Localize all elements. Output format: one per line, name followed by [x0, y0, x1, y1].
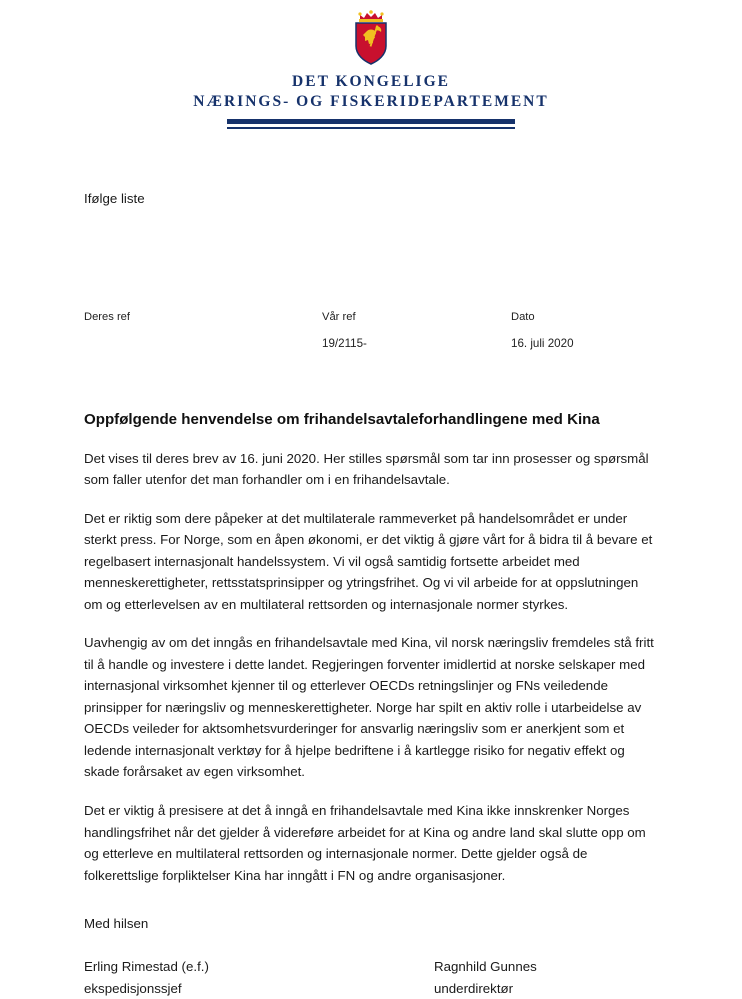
- signer-role: ekspedisjonssjef: [84, 980, 182, 996]
- reference-block: [84, 311, 658, 357]
- letter-content: [0, 189, 742, 996]
- their-ref-column: [84, 311, 130, 336]
- signature-right: [434, 956, 537, 999]
- paragraph: Det vises til deres brev av 16. juni 2020. Her stilles spørsmål som tar inn prosesser og spørsmål som faller utenfor det man forhandler om i en frihandelsavtale.: [84, 450, 649, 488]
- signature-left: [84, 956, 209, 999]
- letter-title: Oppfølgende henvendelse om frihandelsavtaleforhandlingene med Kina: [84, 411, 600, 429]
- our-ref-column: [322, 311, 367, 350]
- rule-thick: [227, 119, 515, 124]
- department-name: [193, 72, 548, 113]
- signer-role: underdirektør: [434, 980, 514, 996]
- recipient-line: Ifølge liste: [84, 190, 145, 206]
- coat-of-arms-icon: [340, 10, 402, 66]
- date-value: 16. juli 2020: [511, 336, 574, 350]
- rule-thin: [227, 127, 515, 129]
- signer-name: Ragnhild Gunnes: [434, 959, 537, 975]
- paragraph: Det er viktig å presisere at det å inngå en frihandelsavtale med Kina ikke innskrenker Norges handlingsfrihet når det gjelder å videreføre arbeidet for at Kina og andre land skal slutte opp om og etterleve en multilateral rettsorden og internasjonale normer. Dette gjelder også de folkerettslige forpliktelser Kina har inngått i FN og andre organisasjoner.: [84, 802, 646, 883]
- paragraph: Uavhengig av om det inngås en frihandelsavtale med Kina, vil norsk næringsliv fremdeles stå fritt til å handle og investere i dette landet. Regjeringen forventer imidlertid at norske selskaper med internasjonal virksomhet kjenner til og etterlever OECDs retningslinjer og FNs veiledende prinsipper for næringsliv og menneskerettigheter. Norge har spilt en aktiv rolle i utarbeidelse av OECDs veileder for aktsomhetsvurderinger for ansvarlig næringsliv som er anerkjent som et ledende internasjonalt verktøy for å hjelpe bedriftene i å kartlegge risiko for negativ effekt og skade forårsaket av egen virksomhet.: [84, 635, 654, 780]
- our-ref-label: Vår ref: [322, 311, 356, 324]
- department-line-1: DET KONGELIGE: [292, 73, 450, 90]
- paragraph: Det er riktig som dere påpeker at det multilaterale rammeverket på handelsområdet er under sterkt press. For Norge, som en åpen økonomi, er det viktig å gjøre vårt for å bidra til å bevare et regelbasert internasjonalt handelssystem. Vi vil også samtidig fortsette arbeidet med menneskerettigheter, rettsstatsprinsipper og ytringsfrihet. Og vi vil arbeide for at oppslutningen om og etterlevelsen av en multilateral rettsorden og internasjonale normer styrkes.: [84, 510, 653, 612]
- date-column: [511, 311, 574, 350]
- letterhead-rules: [227, 119, 515, 129]
- date-label: Dato: [511, 311, 535, 324]
- department-line-2: NÆRINGS- OG FISKERIDEPARTEMENT: [193, 93, 549, 111]
- letterhead: [0, 0, 742, 129]
- our-ref-value: 19/2115-: [322, 336, 367, 350]
- signer-name: Erling Rimestad (e.f.): [84, 959, 209, 975]
- closing-line: Med hilsen: [84, 916, 149, 932]
- their-ref-label: Deres ref: [84, 311, 131, 324]
